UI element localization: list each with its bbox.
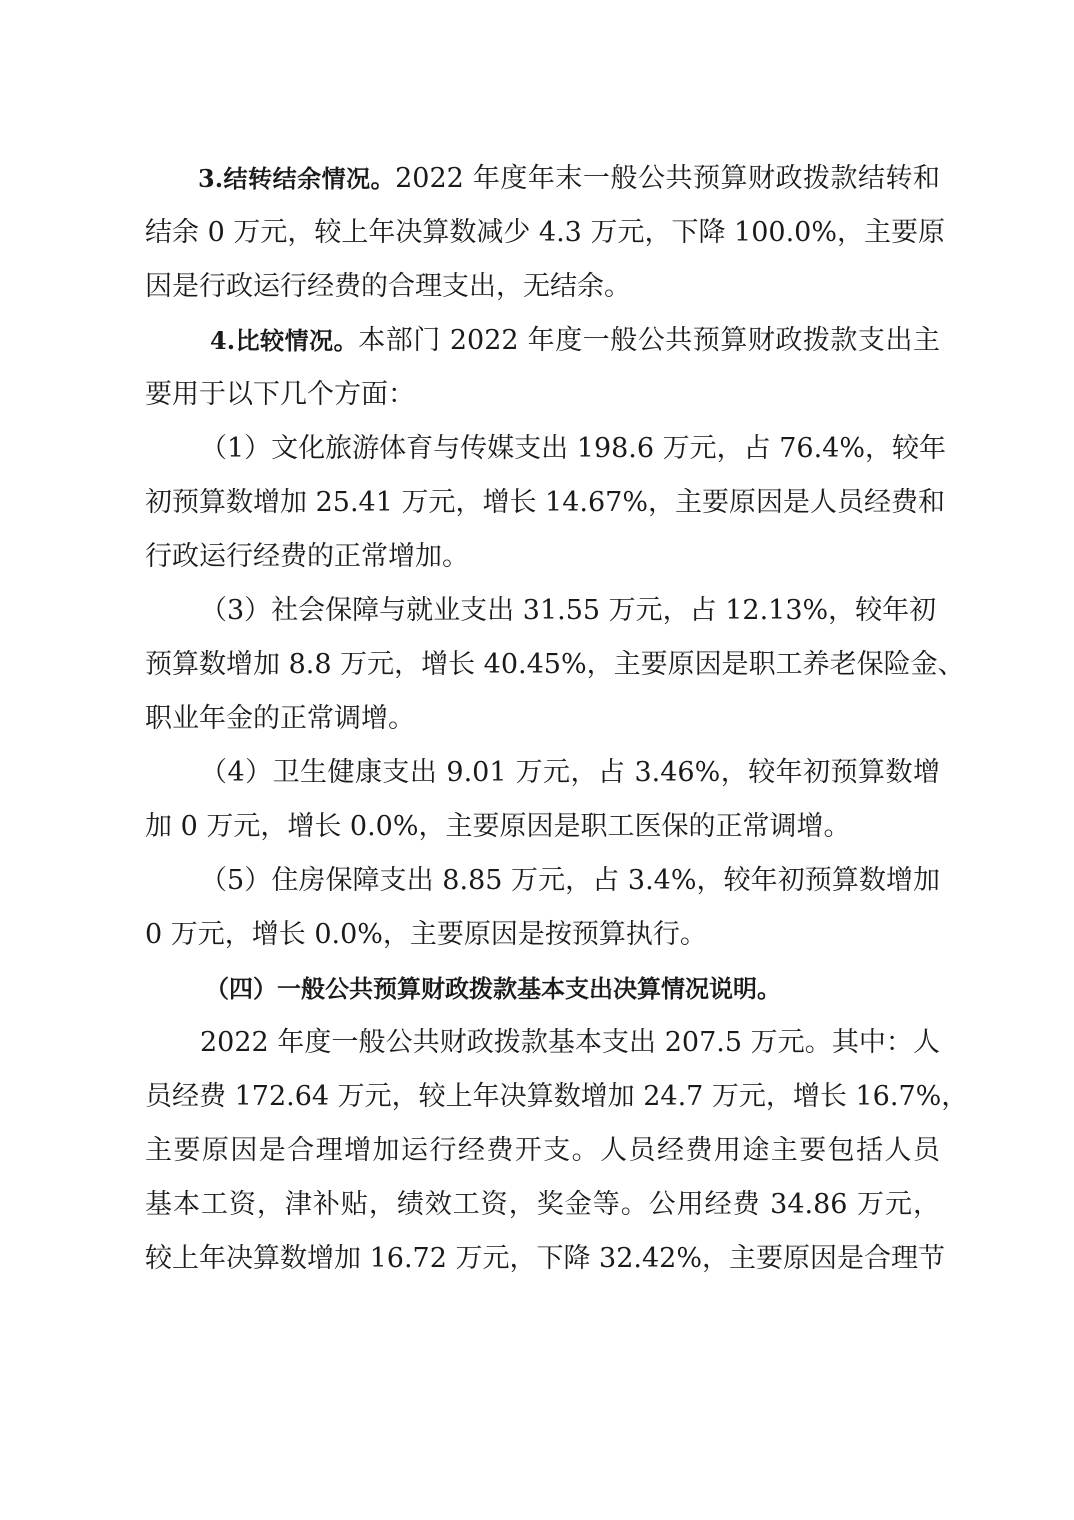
paragraph-line: （4）卫生健康支出 9.01 万元，占 3.46%，较年初预算数增 xyxy=(200,757,940,788)
paragraph-line: 主要原因是合理增加运行经费开支。人员经费用途主要包括人员 xyxy=(145,1135,940,1166)
paragraph-line: 预算数增加 8.8 万元，增长 40.45%，主要原因是职工养老保险金、 xyxy=(145,649,965,680)
paragraph-line: （1）文化旅游体育与传媒支出 198.6 万元，占 76.4%，较年 xyxy=(200,433,946,464)
section-heading: 4.比较情况。 xyxy=(210,326,359,355)
paragraph-text: 本部门 2022 年度一般公共预算财政拨款支出主 xyxy=(358,325,940,356)
paragraph-line: 要用于以下几个方面： xyxy=(145,379,415,410)
paragraph-line: 0 万元，增长 0.0%，主要原因是按预算执行。 xyxy=(145,919,707,950)
section-heading: 3.结转结余情况。 xyxy=(198,164,396,193)
paragraph-line: 基本工资，津补贴，绩效工资，奖金等。公用经费 34.86 万元， xyxy=(145,1189,940,1220)
paragraph-line: （5）住房保障支出 8.85 万元，占 3.4%，较年初预算数增加 xyxy=(200,865,940,896)
paragraph-line xyxy=(210,324,940,358)
paragraph-line: 员经费 172.64 万元，较上年决算数增加 24.7 万元，增长 16.7%， xyxy=(145,1081,969,1112)
section-heading: （四）一般公共预算财政拨款基本支出决算情况说明。 xyxy=(205,974,781,1003)
paragraph-text: 2022 年度年末一般公共预算财政拨款结转和 xyxy=(395,163,940,194)
paragraph-line: 因是行政运行经费的合理支出，无结余。 xyxy=(145,271,631,302)
paragraph-line: （3）社会保障与就业支出 31.55 万元，占 12.13%，较年初 xyxy=(200,595,937,626)
paragraph-line: 加 0 万元，增长 0.0%，主要原因是职工医保的正常调增。 xyxy=(145,811,851,842)
paragraph-line: 行政运行经费的正常增加。 xyxy=(145,541,469,572)
paragraph-line: 职业年金的正常调增。 xyxy=(145,703,415,734)
paragraph-line: 初预算数增加 25.41 万元，增长 14.67%，主要原因是人员经费和 xyxy=(145,487,945,518)
paragraph-line: 2022 年度一般公共财政拨款基本支出 207.5 万元。其中：人 xyxy=(200,1027,940,1058)
paragraph-line xyxy=(198,162,940,196)
paragraph-line: 结余 0 万元，较上年决算数减少 4.3 万元，下降 100.0%，主要原 xyxy=(145,217,945,248)
paragraph-line: 较上年决算数增加 16.72 万元，下降 32.42%，主要原因是合理节 xyxy=(145,1243,945,1274)
